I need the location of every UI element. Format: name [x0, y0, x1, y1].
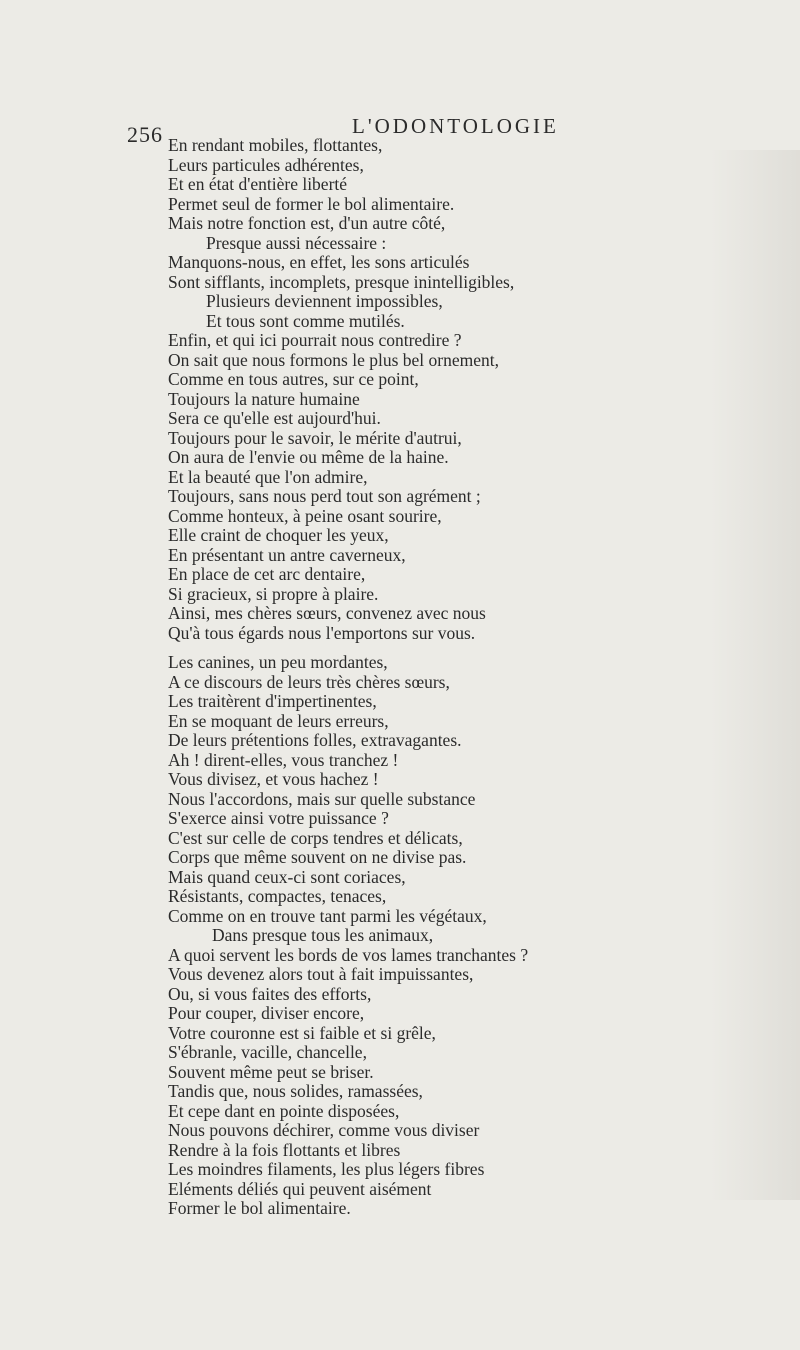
- poem-line: Vous devenez alors tout à fait impuissantes,: [168, 964, 474, 984]
- poem-line: Et en état d'entière liberté: [168, 174, 348, 194]
- page-number: 256: [127, 122, 163, 147]
- poem-line: Corps que même souvent on ne divise pas.: [168, 847, 467, 867]
- poem-line: Vous divisez, et vous hachez !: [168, 769, 379, 789]
- running-head: L'ODONTOLOGIE: [352, 114, 559, 138]
- poem-line: Résistants, compactes, tenaces,: [168, 886, 387, 906]
- poem-line: Sont sifflants, incomplets, presque inintelligibles,: [168, 271, 515, 292]
- poem-line: Votre couronne est si faible et si grêle,: [168, 1022, 436, 1043]
- poem-line: Former le bol alimentaire.: [168, 1198, 351, 1218]
- poem-line: De leurs prétentions folles, extravagantes.: [168, 730, 462, 750]
- poem-line: Ainsi, mes chères sœurs, convenez avec nous: [168, 603, 486, 623]
- poem-line: Elle craint de choquer les yeux,: [168, 525, 389, 545]
- poem-line: Rendre à la fois flottants et libres: [168, 1139, 401, 1160]
- poem-line: Nous pouvons déchirer, comme vous diviser: [168, 1120, 480, 1140]
- poem-line: Les traitèrent d'impertinentes,: [168, 691, 377, 711]
- poem-line: Comme honteux, à peine osant sourire,: [168, 505, 442, 526]
- poem-line: Manquons-nous, en effet, les sons articulés: [168, 252, 470, 272]
- poem-line: Sera ce qu'elle est aujourd'hui.: [168, 408, 381, 428]
- poem-line: Qu'à tous égards nous l'emportons sur vous.: [168, 622, 476, 643]
- poem-line: Dans presque tous les animaux,: [212, 925, 434, 945]
- poem-line: Si gracieux, si propre à plaire.: [168, 583, 379, 604]
- poem-line: Tandis que, nous solides, ramassées,: [168, 1081, 423, 1101]
- stanza-2: [168, 653, 638, 1219]
- poem-line: Les canines, un peu mordantes,: [168, 652, 388, 672]
- poem-line: Pour couper, diviser encore,: [168, 1003, 365, 1023]
- poem-line: Plusieurs deviennent impossibles,: [206, 291, 443, 311]
- poem-line: On aura de l'envie ou même de la haine.: [168, 447, 449, 467]
- poem-line: On sait que nous formons le plus bel ornement,: [168, 349, 499, 370]
- poem-line: A ce discours de leurs très chères sœurs,: [168, 671, 450, 692]
- poem-line: Et la beauté que l'on admire,: [168, 466, 368, 487]
- poem-line: Toujours pour le savoir, le mérite d'autrui,: [168, 427, 462, 448]
- poem-line: Leurs particules adhérentes,: [168, 154, 364, 175]
- poem-line: Ou, si vous faites des efforts,: [168, 983, 372, 1004]
- poem-line: Presque aussi nécessaire :: [206, 232, 387, 253]
- poem-line: Souvent même peut se briser.: [168, 1061, 374, 1082]
- poem-line: Toujours la nature humaine: [168, 388, 360, 409]
- poem-line: Permet seul de former le bol alimentaire.: [168, 193, 455, 214]
- poem-line: Ah ! dirent-elles, vous tranchez !: [168, 749, 399, 770]
- poem-line: Comme on en trouve tant parmi les végétaux,: [168, 905, 487, 926]
- poem-line: Comme en tous autres, sur ce point,: [168, 369, 419, 389]
- stanza-1: [168, 136, 638, 643]
- poem-line: A quoi servent les bords de vos lames tranchantes ?: [168, 944, 529, 965]
- poem-line: S'ébranle, vacille, chancelle,: [168, 1042, 367, 1062]
- poem-line: Mais notre fonction est, d'un autre côté,: [168, 213, 446, 233]
- poem-line: Eléments déliés qui peuvent aisément: [168, 1178, 432, 1199]
- poem-line: S'exerce ainsi votre puissance ?: [168, 808, 389, 828]
- poem-line: Les moindres filaments, les plus légers fibres: [168, 1159, 485, 1179]
- poem-line: En place de cet arc dentaire,: [168, 564, 366, 584]
- poem-line: Mais quand ceux-ci sont coriaces,: [168, 866, 406, 887]
- poem-line: En rendant mobiles, flottantes,: [168, 135, 383, 155]
- poem-line: En se moquant de leurs erreurs,: [168, 710, 389, 731]
- poem-line: Nous l'accordons, mais sur quelle substance: [168, 788, 476, 809]
- poem-line: Enfin, et qui ici pourrait nous contredire ?: [168, 330, 462, 350]
- poem-line: Et tous sont comme mutilés.: [206, 310, 405, 331]
- poem-line: En présentant un antre caverneux,: [168, 544, 406, 565]
- poem-line: Toujours, sans nous perd tout son agrément ;: [168, 486, 481, 506]
- poem-line: Et cepe dant en pointe disposées,: [168, 1100, 400, 1121]
- poem-line: C'est sur celle de corps tendres et délicats,: [168, 827, 463, 848]
- show-through-shadow: [710, 150, 800, 1200]
- poem: [168, 136, 638, 1219]
